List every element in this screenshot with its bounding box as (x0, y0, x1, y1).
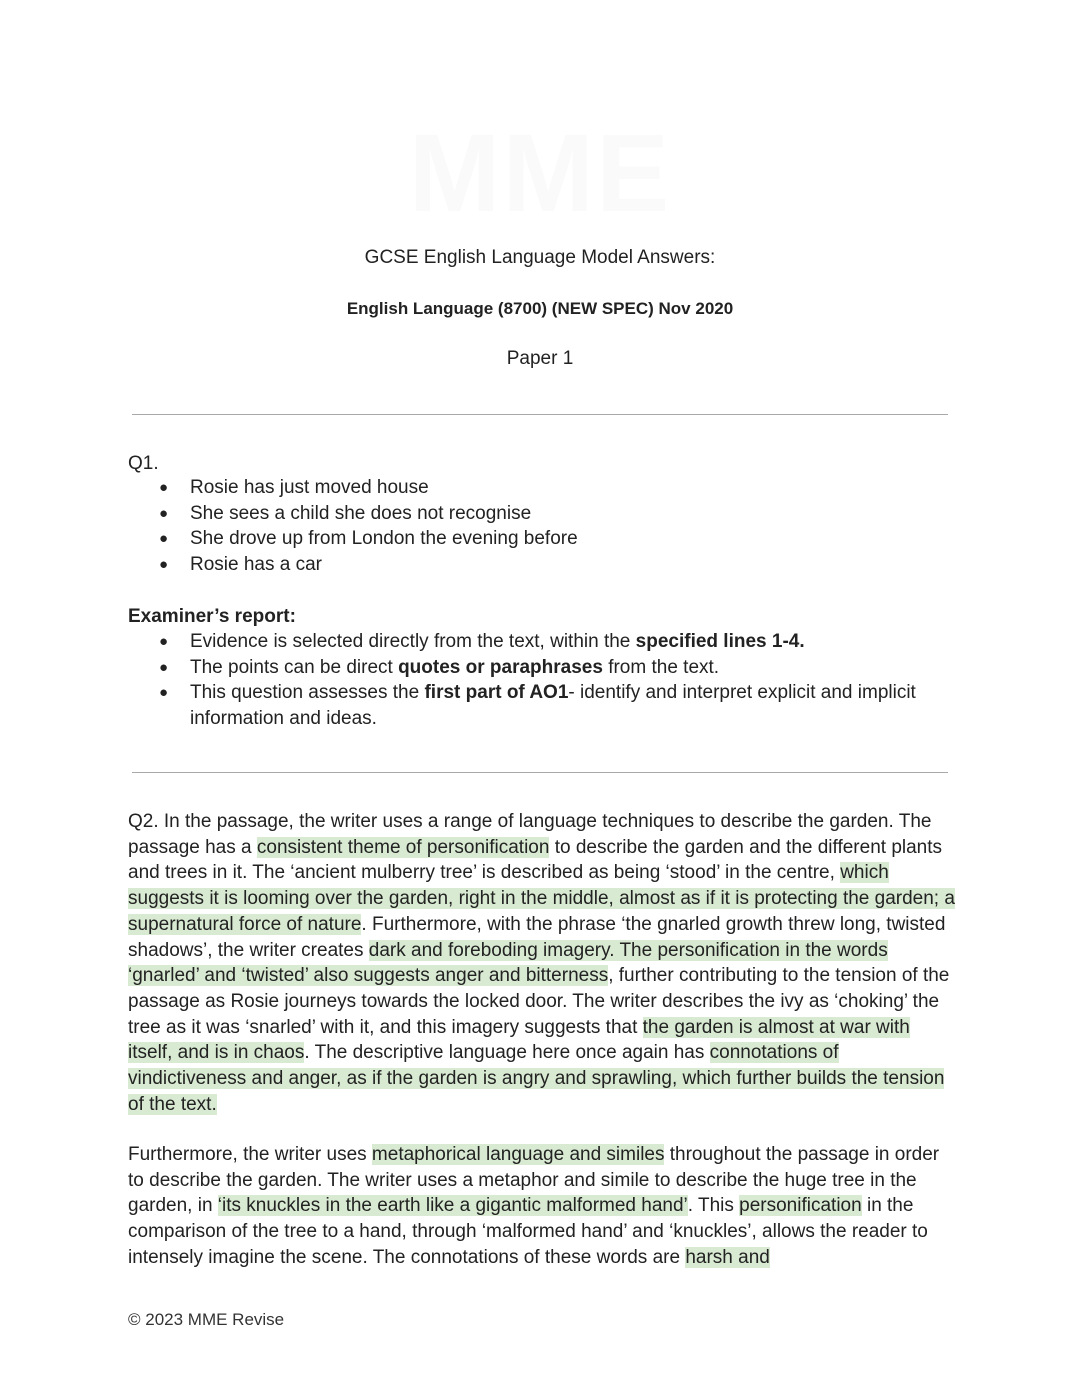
bullet-icon: ● (159, 633, 169, 650)
list-item (155, 680, 955, 731)
highlight: consistent theme of personification (256, 836, 550, 858)
highlight: ‘its knuckles in the earth like a gigantic malformed hand’ (217, 1195, 688, 1217)
text-run: to describe the garden and the different plants and trees in it. The ‘ancient mulberry tree’ is described as being ‘stood’ in the centre, (128, 836, 943, 884)
bold-run: first part of AO1 (424, 682, 569, 704)
text-run: This question assesses the (190, 682, 425, 704)
examiner-bullet-list (155, 629, 955, 731)
list-item (155, 475, 578, 501)
text-run: Evidence is selected directly from the text, within the (190, 631, 636, 652)
q1-bullet-list (155, 475, 578, 577)
list-item (155, 655, 955, 681)
list-item-text: Rosie has a car (190, 553, 323, 575)
text-run: Q2. In the passage, the writer uses a range of language techniques to describe the garden. The passage has a (128, 811, 932, 858)
text-run: . The descriptive language here once again has (304, 1042, 710, 1064)
bold-run: quotes or paraphrases (398, 656, 603, 678)
text-run: from the text. (602, 656, 720, 678)
bullet-icon: ● (159, 504, 169, 522)
q2-paragraph-1 (128, 809, 958, 1117)
bullet-icon: ● (159, 530, 169, 548)
highlight: personification (739, 1195, 862, 1217)
copyright-footer: © 2023 MME Revise (128, 1310, 285, 1329)
bold-run: specified lines 1-4. (635, 631, 805, 652)
highlight: which suggests it is looming over the garden, right in the middle, almost as if it is protecting the garden; a supernatural force of nature (128, 862, 955, 935)
bullet-icon: ● (159, 555, 169, 573)
text-run: . This (687, 1195, 740, 1217)
list-item (155, 501, 578, 527)
text-run: throughout the passage in order to describe the garden. The writer uses a metaphor and simile to describe the huge tree in the garden, in (128, 1144, 940, 1217)
text-run: Furthermore, the writer uses (128, 1144, 372, 1165)
document-title: GCSE English Language Model Answers: (364, 247, 716, 268)
list-item (155, 552, 578, 578)
list-item (155, 526, 578, 552)
highlight: metaphorical language and similes (371, 1144, 665, 1165)
highlight: dark and foreboding imagery. The personification in the words ‘gnarled’ and ‘twisted’ also suggests anger and bitterness (128, 939, 888, 987)
text-run: in the comparison of the tree to a hand, through ‘malformed hand’ and ‘knuckles’, allows the reader to intensely imagine the scene. The connotations of these words are (128, 1195, 928, 1268)
text-run: , further contributing to the tension of the passage as Rosie journeys towards the locked door. The writer describes the ivy as ‘choking’ the tree as it was ‘snarled’ with it, and this imagery suggests that (128, 965, 950, 1038)
mme-watermark: MME (408, 112, 672, 235)
list-item-text: Rosie has just moved house (190, 477, 429, 498)
list-item-text: She sees a child she does not recognise (190, 502, 532, 524)
text-run: . Furthermore, with the phrase ‘the gnarled growth threw long, twisted shadows’, the writer creates (128, 913, 946, 961)
highlight: connotations of vindictiveness and anger, as if the garden is angry and sprawling, which further builds the tension of the text. (128, 1042, 945, 1115)
divider (132, 414, 948, 415)
bullet-icon: ● (159, 479, 169, 496)
examiner-report-label: Examiner’s report: (128, 606, 296, 627)
text-run: - identify and interpret explicit and implicit information and ideas. (190, 682, 916, 729)
list-item (155, 629, 955, 655)
bullet-icon: ● (159, 684, 169, 702)
highlight: the garden is almost at war with itself, and is in chaos (128, 1016, 910, 1064)
document-subtitle: English Language (8700) (NEW SPEC) Nov 2020 (346, 299, 734, 318)
bullet-icon: ● (159, 658, 169, 676)
q1-label: Q1. (128, 453, 159, 474)
paper-label: Paper 1 (506, 348, 574, 369)
list-item-text: She drove up from London the evening before (190, 528, 578, 550)
text-run: The points can be direct (190, 656, 399, 678)
divider (132, 772, 948, 773)
highlight: harsh and (685, 1246, 770, 1268)
q2-paragraph-2 (128, 1142, 958, 1271)
